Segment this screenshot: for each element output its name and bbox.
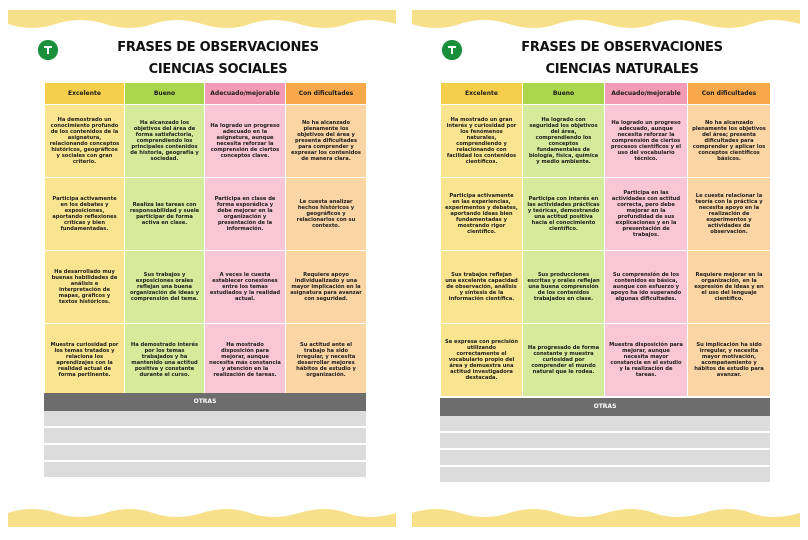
- table-row: [441, 251, 771, 324]
- otras-row: [44, 445, 366, 461]
- table-cell: Ha demostrado interés por los temas trabajados y ha mantenido una actitud positiva y constante durante el curso.: [125, 324, 205, 397]
- header-con-dificultades: Con dificultades: [688, 83, 771, 105]
- table-row: [45, 105, 367, 178]
- table-cell: Participa activamente en los debates y exposiciones, aportando reflexiones críticas y bien fundamentadas.: [45, 178, 125, 251]
- wave-top-decoration: [8, 10, 396, 32]
- table-cell: Sus trabajos y exposiciones orales reflejan una buena organización de ideas y comprensión del tema.: [125, 251, 205, 324]
- header-excelente: Excelente: [45, 83, 125, 105]
- page-title: FRASES DE OBSERVACIONES: [521, 40, 723, 55]
- table-row: [441, 178, 771, 251]
- table-cell: Ha demostrado un conocimiento profundo de los contenidos de la asignatura, relacionando conceptos históricos, geográficos y sociales con gran criterio.: [45, 105, 125, 178]
- table-cell: Participa en clase de forma esporádica y debe mejorar en la organización y presentación de la información.: [205, 178, 286, 251]
- page-subtitle: CIENCIAS NATURALES: [545, 62, 699, 77]
- page-ciencias-sociales: [8, 0, 396, 540]
- wave-bottom-decoration: [8, 505, 396, 527]
- logo-icon: [442, 40, 462, 60]
- table-cell: Muestra curiosidad por los temas tratados y relaciona los aprendizajes con la realidad actual de forma pertinente.: [45, 324, 125, 397]
- table-cell: Ha desarrollado muy buenas habilidades de análisis e interpretación de mapas, gráficos y textos históricos.: [45, 251, 125, 324]
- table-header-row: [441, 83, 771, 105]
- table-cell: Se expresa con precisión utilizando correctamente el vocabulario propio del área y demuestra una actitud investigadora destacada.: [441, 324, 523, 397]
- table-cell: A veces le cuesta establecer conexiones entre los temas estudiados y la realidad actual.: [205, 251, 286, 324]
- table-cell: Ha logrado un progreso adecuado, aunque necesita reforzar la comprensión de ciertos procesos científicos y el uso del vocabulario técnico.: [605, 105, 688, 178]
- otras-row: [440, 467, 770, 483]
- table-row: [441, 324, 771, 397]
- otras-row: [44, 428, 366, 444]
- table-cell: Le cuesta relacionar la teoría con la práctica y necesita apoyo en la realización de experimentos y actividades de observación.: [688, 178, 771, 251]
- table-cell: No ha alcanzado plenamente los objetivos del área; presenta dificultades para comprender y aplicar los conceptos científicos básicos.: [688, 105, 771, 178]
- table-row: [45, 324, 367, 397]
- table-cell: Muestra disposición para mejorar, aunque necesita mayor constancia en el estudio y la realización de tareas.: [605, 324, 688, 397]
- observations-table: [440, 82, 771, 397]
- table-cell: Participa activamente en las experiencias, experimentos y debates, aportando ideas bien fundamentadas y mostrando rigor científico.: [441, 178, 523, 251]
- table-cell: No ha alcanzado plenamente los objetivos del área y presenta dificultades para comprender y expresar los contenidos de manera clara.: [286, 105, 367, 178]
- table-cell: Su implicación ha sido irregular, y necesita mayor motivación, acompañamiento y hábitos de estudio para avanzar.: [688, 324, 771, 397]
- header-adecuado: Adecuado/mejorable: [605, 83, 688, 105]
- table-cell: Ha mostrado un gran interés y curiosidad por los fenómenos naturales, comprendiendo y relacionando con facilidad los contenidos científicos.: [441, 105, 523, 178]
- table-cell: Sus producciones escritas y orales reflejan una buena comprensión de los contenidos trabajados en clase.: [523, 251, 605, 324]
- table-cell: Ha logrado un progreso adecuado en la asignatura, aunque necesita reforzar la comprensión de ciertos conceptos clave.: [205, 105, 286, 178]
- table-row: [45, 251, 367, 324]
- table-cell: Le cuesta analizar hechos históricos y geográficos y relacionarlos con su contexto.: [286, 178, 367, 251]
- table-cell: Su actitud ante el trabajo ha sido irregular, y necesita desarrollar mejores hábitos de estudio y organización.: [286, 324, 367, 397]
- table-cell: Sus trabajos reflejan una excelente capacidad de observación, análisis y síntesis de la información científica.: [441, 251, 523, 324]
- header-bueno: Bueno: [523, 83, 605, 105]
- table-cell: Participa en las actividades con actitud correcta, pero debe mejorar en la profundidad de sus explicaciones y en la presentación de trabajos.: [605, 178, 688, 251]
- table-cell: Requiere apoyo individualizado y una mayor implicación en la asignatura para avanzar con seguridad.: [286, 251, 367, 324]
- wave-top-decoration: [412, 10, 800, 32]
- otras-row: [44, 462, 366, 478]
- header-excelente: Excelente: [441, 83, 523, 105]
- table-cell: Ha progresado de forma constante y muestra curiosidad por comprender el mundo natural que le rodea.: [523, 324, 605, 397]
- table-cell: Su comprensión de los contenidos es básica, aunque con esfuerzo y apoyo ha ido superando algunas dificultades.: [605, 251, 688, 324]
- otras-row: [440, 433, 770, 449]
- page-title: FRASES DE OBSERVACIONES: [117, 40, 319, 55]
- table-header-row: [45, 83, 367, 105]
- header-con-dificultades: Con dificultades: [286, 83, 367, 105]
- table-cell: Ha logrado con seguridad los objetivos del área, comprendiendo los conceptos fundamentales de biología, física, química y medio ambiente.: [523, 105, 605, 178]
- wave-bottom-decoration: [412, 505, 800, 527]
- page-subtitle: CIENCIAS SOCIALES: [148, 62, 288, 77]
- otras-header: OTRAS: [44, 393, 366, 411]
- table-cell: Ha mostrado disposición para mejorar, aunque necesita más constancia y atención en la realización de tareas.: [205, 324, 286, 397]
- table-cell: Requiere mejorar en la organización, en la expresión de ideas y en el uso del lenguaje científico.: [688, 251, 771, 324]
- table-cell: Realiza las tareas con responsabilidad y suele participar de forma activa en clase.: [125, 178, 205, 251]
- observations-table: [44, 82, 367, 397]
- otras-row: [440, 416, 770, 432]
- page-ciencias-naturales: [412, 0, 800, 540]
- table-cell: Participa con interés en las actividades prácticas y teóricas, demostrando una actitud positiva hacia el conocimiento científico.: [523, 178, 605, 251]
- otras-header: OTRAS: [440, 398, 770, 416]
- table-row: [45, 178, 367, 251]
- table-cell: Ha alcanzado los objetivos del área de forma satisfactoria, comprendiendo los principales contenidos de historia, geografía y sociedad.: [125, 105, 205, 178]
- otras-row: [44, 411, 366, 427]
- otras-row: [440, 450, 770, 466]
- header-adecuado: Adecuado/mejorable: [205, 83, 286, 105]
- table-row: [441, 105, 771, 178]
- logo-icon: [38, 40, 58, 60]
- header-bueno: Bueno: [125, 83, 205, 105]
